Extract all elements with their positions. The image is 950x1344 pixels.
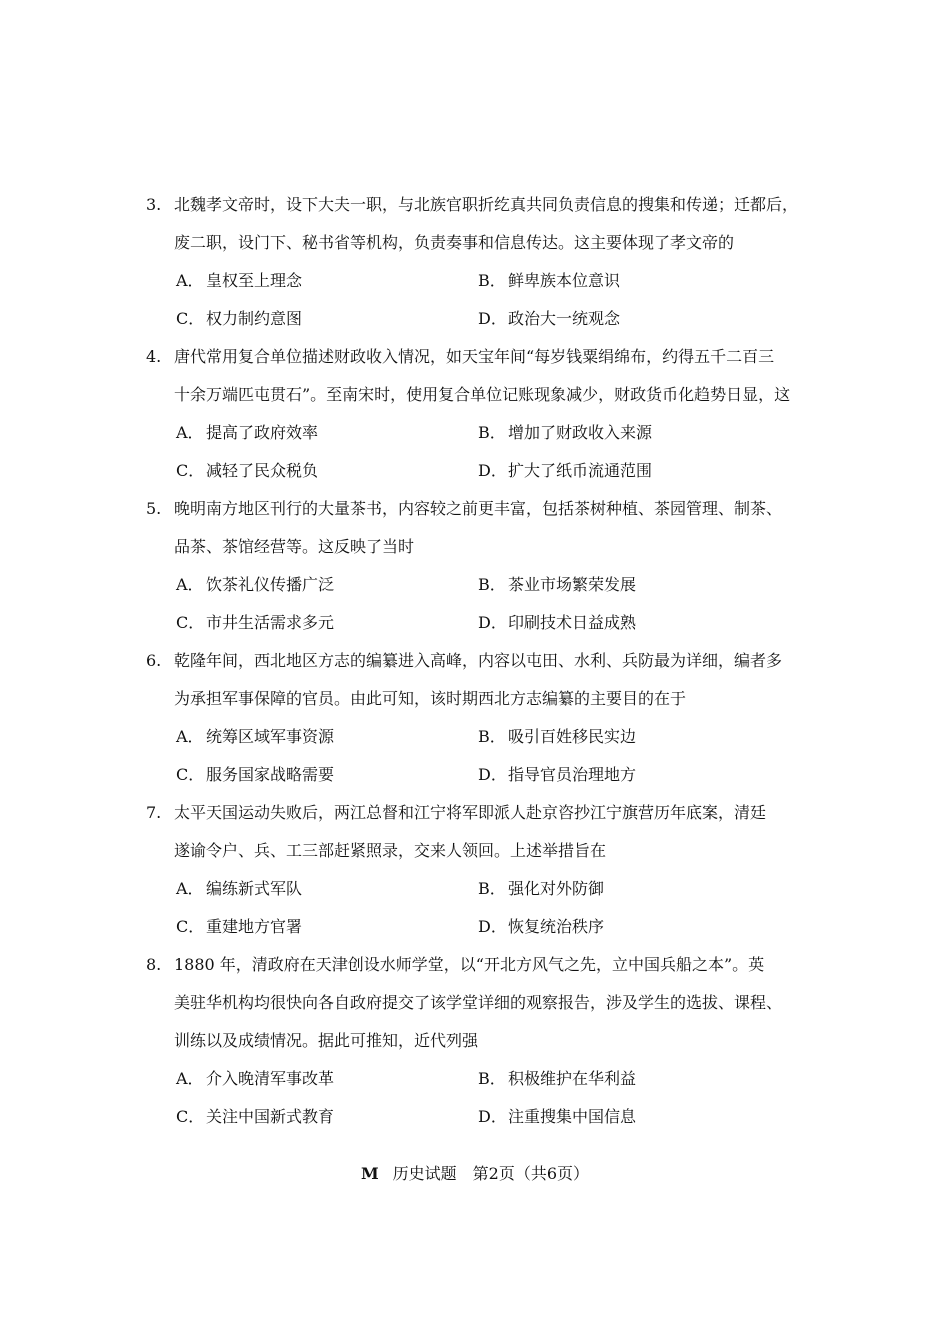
answer-option [176, 452, 478, 490]
question-stem-line [146, 946, 826, 984]
question-item [146, 338, 826, 490]
option-row [146, 452, 826, 490]
answer-option [478, 414, 780, 452]
option-text: 政治大一统观念 [508, 309, 621, 328]
option-letter: D． [478, 917, 507, 936]
option-text: 茶业市场繁荣发展 [508, 575, 637, 594]
question-number: 6. [146, 651, 162, 670]
question-stem-text: 训练以及成绩情况。据此可推知，近代列强 [174, 1031, 479, 1050]
question-stem-text: 品茶、茶馆经营等。这反映了当时 [174, 537, 415, 556]
answer-option [176, 756, 478, 794]
answer-option [478, 718, 780, 756]
option-letter: A． [176, 1069, 204, 1088]
answer-option [176, 1098, 478, 1136]
option-row [146, 566, 826, 604]
option-row [146, 414, 826, 452]
page-number-text: 历史试题 第2页（共6页） [392, 1164, 590, 1183]
answer-option [478, 452, 780, 490]
answer-option [478, 908, 780, 946]
option-row [146, 870, 826, 908]
option-text: 印刷技术日益成熟 [508, 613, 637, 632]
question-stem-line [146, 1022, 826, 1060]
answer-option [478, 604, 780, 642]
answer-option [176, 262, 478, 300]
question-stem-text: 十余万端匹屯贯石”。至南宋时，使用复合单位记账现象减少，财政货币化趋势日显，这 [174, 385, 791, 404]
question-stem-text: 乾隆年间，西北地区方志的编纂进入高峰，内容以屯田、水利、兵防最为详细，编者多 [174, 651, 783, 670]
answer-option [176, 718, 478, 756]
answer-option [478, 756, 780, 794]
answer-option [176, 300, 478, 338]
answer-option [478, 870, 780, 908]
option-text: 服务国家战略需要 [206, 765, 335, 784]
option-letter: B． [478, 575, 506, 594]
question-item [146, 794, 826, 946]
option-row [146, 604, 826, 642]
question-number: 3. [146, 195, 162, 214]
question-stem-line [146, 376, 826, 414]
option-letter: A． [176, 879, 204, 898]
question-stem-text: 遂谕令户、兵、工三部赶紧照录，交来人领回。上述举措旨在 [174, 841, 607, 860]
answer-option [176, 566, 478, 604]
option-letter: A． [176, 575, 204, 594]
option-letter: C． [176, 765, 205, 784]
option-row [146, 1060, 826, 1098]
option-row [146, 756, 826, 794]
question-stem-line [146, 338, 826, 376]
option-letter: C． [176, 1107, 205, 1126]
option-text: 增加了财政收入来源 [508, 423, 653, 442]
option-letter: A． [176, 423, 204, 442]
question-stem-text: 为承担军事保障的官员。由此可知，该时期西北方志编纂的主要目的在于 [174, 689, 687, 708]
option-letter: D． [478, 461, 507, 480]
question-stem-line [146, 832, 826, 870]
question-stem-line [146, 680, 826, 718]
question-stem-line [146, 186, 826, 224]
option-letter: A． [176, 271, 204, 290]
option-letter: B． [478, 271, 506, 290]
option-letter: D． [478, 1107, 507, 1126]
option-text: 市井生活需求多元 [206, 613, 335, 632]
question-stem-text: 晚明南方地区刊行的大量茶书，内容较之前更丰富，包括茶树种植、茶园管理、制茶、 [174, 499, 783, 518]
option-letter: B． [478, 1069, 506, 1088]
question-stem-line [146, 794, 826, 832]
option-letter: C． [176, 461, 205, 480]
option-text: 饮茶礼仪传播广泛 [206, 575, 335, 594]
question-stem-text: 废二职，设门下、秘书省等机构，负责奏事和信息传达。这主要体现了孝文帝的 [174, 233, 735, 252]
option-text: 注重搜集中国信息 [508, 1107, 637, 1126]
question-stem-line [146, 528, 826, 566]
answer-option [176, 414, 478, 452]
answer-option [176, 908, 478, 946]
option-text: 减轻了民众税负 [206, 461, 319, 480]
option-row [146, 908, 826, 946]
option-text: 权力制约意图 [206, 309, 303, 328]
option-text: 积极维护在华利益 [508, 1069, 637, 1088]
question-stem-text: 北魏孝文帝时，设下大夫一职，与北族官职折纥真共同负责信息的搜集和传递；迁都后， [174, 195, 799, 214]
question-list [146, 186, 826, 1136]
option-text: 恢复统治秩序 [508, 917, 605, 936]
option-text: 指导官员治理地方 [508, 765, 637, 784]
option-row [146, 300, 826, 338]
option-letter: D． [478, 765, 507, 784]
option-letter: B． [478, 727, 506, 746]
option-text: 强化对外防御 [508, 879, 605, 898]
option-row [146, 1098, 826, 1136]
question-stem-line [146, 224, 826, 262]
option-text: 鲜卑族本位意识 [508, 271, 621, 290]
option-letter: D． [478, 613, 507, 632]
option-text: 重建地方官署 [206, 917, 303, 936]
question-stem-text: 太平天国运动失败后，两江总督和江宁将军即派人赴京咨抄江宁旗营历年底案，清廷 [174, 803, 767, 822]
question-number: 8. [146, 955, 162, 974]
answer-option [176, 1060, 478, 1098]
question-stem-line [146, 984, 826, 1022]
option-row [146, 262, 826, 300]
answer-option [176, 870, 478, 908]
answer-option [478, 1098, 780, 1136]
answer-option [478, 262, 780, 300]
option-text: 编练新式军队 [206, 879, 303, 898]
question-number: 7. [146, 803, 162, 822]
question-stem-line [146, 642, 826, 680]
question-stem-line [146, 490, 826, 528]
answer-option [478, 566, 780, 604]
option-letter: C． [176, 309, 205, 328]
page-footer [0, 1162, 950, 1186]
question-item [146, 490, 826, 642]
option-row [146, 718, 826, 756]
answer-option [478, 1060, 780, 1098]
answer-option [176, 604, 478, 642]
option-text: 吸引百姓移民实边 [508, 727, 637, 746]
question-item [146, 642, 826, 794]
option-letter: B． [478, 879, 506, 898]
option-text: 提高了政府效率 [206, 423, 319, 442]
option-text: 统筹区域军事资源 [206, 727, 335, 746]
question-stem-text: 美驻华机构均很快向各自政府提交了该学堂详细的观察报告，涉及学生的选拔、课程、 [174, 993, 783, 1012]
question-item [146, 186, 826, 338]
option-text: 皇权至上理念 [206, 271, 303, 290]
question-number: 5. [146, 499, 162, 518]
question-item [146, 946, 826, 1136]
option-text: 关注中国新式教育 [206, 1107, 335, 1126]
answer-option [478, 300, 780, 338]
option-letter: B． [478, 423, 506, 442]
option-letter: C． [176, 917, 205, 936]
option-letter: A． [176, 727, 204, 746]
option-letter: C． [176, 613, 205, 632]
option-text: 扩大了纸币流通范围 [508, 461, 653, 480]
question-number: 4. [146, 347, 162, 366]
option-text: 介入晚清军事改革 [206, 1069, 335, 1088]
paper-code: M [360, 1164, 379, 1183]
question-stem-text: 1880 年，清政府在天津创设水师学堂，以“开北方风气之先，立中国兵船之本”。英 [174, 955, 765, 974]
option-letter: D． [478, 309, 507, 328]
question-stem-text: 唐代常用复合单位描述财政收入情况，如天宝年间“每岁钱粟绢绵布，约得五千二百三 [174, 347, 775, 366]
